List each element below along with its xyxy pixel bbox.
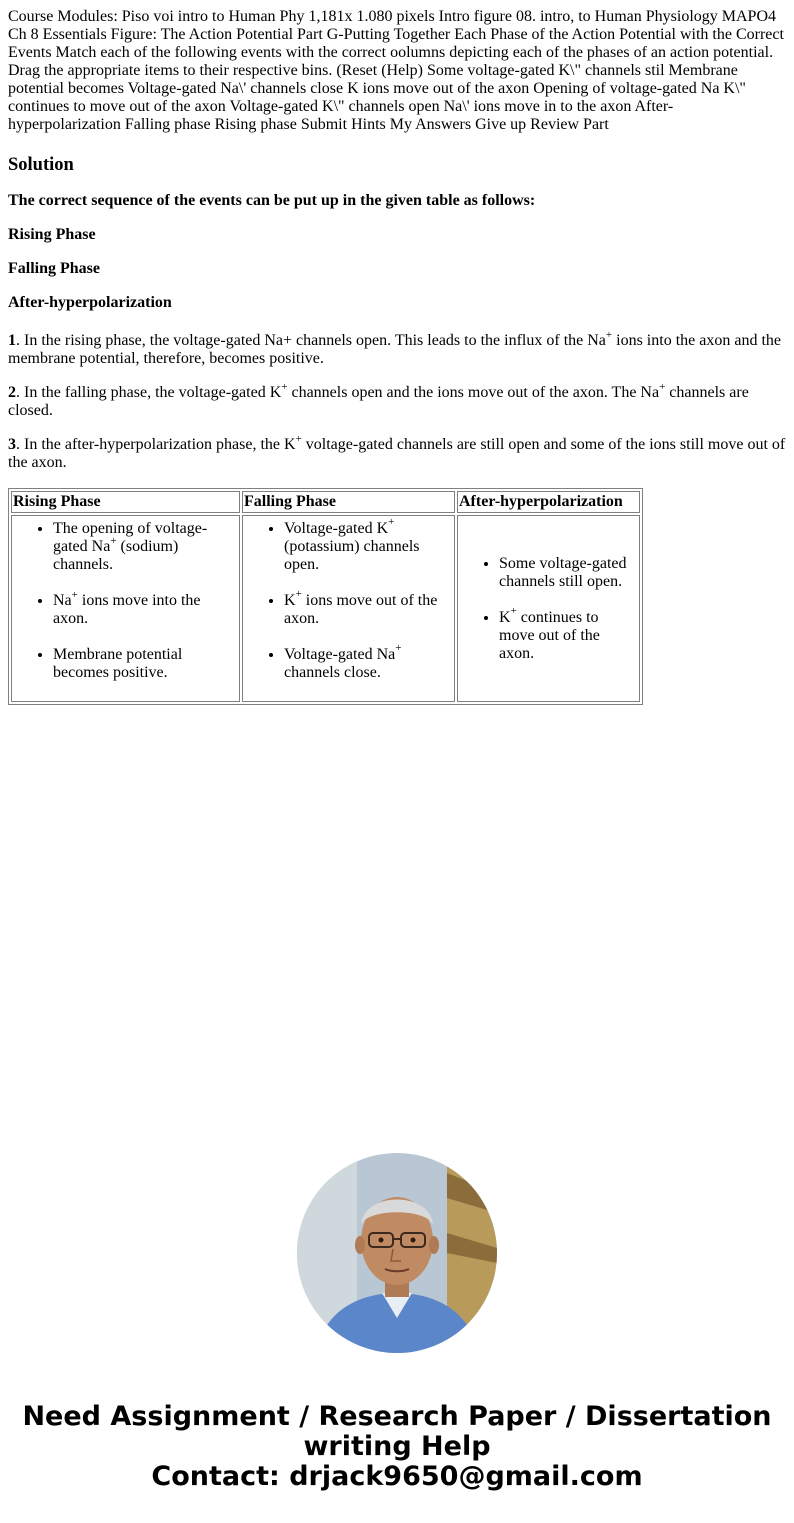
question-text: Course Modules: Piso voi intro to Human Phy 1,181x 1.080 pixels Intro figure 08. intro, to Human Physiology MAPO4 Ch 8 Essentials Figure: The Action Potential Part G-Putting Together Each Phase of the Action Potential with the Correct Events Match each of the following events with the correct oolumns depicting each of the phases of an action potential. Drag the appropriate items to their respective bins. (Reset (Help) Some voltage-gated K\" channels stil Membrane potential becomes Voltage-gated Na\' channels close K ions move out of the axon Opening of voltage-gated Na K\" continues to move out of the axon Voltage-gated K\" channels open Na\' ions move in to the axon After-hyperpolarization Falling phase Rising phase Submit Hints My Answers Give up Review Part <box>8 8 784 133</box>
superscript: + <box>388 516 395 529</box>
tutor-portrait-icon <box>297 1153 497 1353</box>
item-text: continues to move out of the axon. <box>499 608 600 662</box>
list-item <box>284 642 453 682</box>
promo-banner <box>0 1402 794 1492</box>
superscript: + <box>281 380 288 393</box>
superscript: + <box>659 380 666 393</box>
phases-table <box>8 488 643 705</box>
table-row <box>11 515 640 702</box>
item-text: Na <box>53 592 72 609</box>
step-number: 3 <box>8 436 16 453</box>
item-text: channels close. <box>284 663 381 681</box>
item-text: The opening of voltage-gated Na <box>53 520 208 555</box>
item-text: ions move out of the axon. <box>284 591 438 627</box>
solution-intro: The correct sequence of the events can be put up in the given table as follows: <box>8 192 536 209</box>
tutor-avatar <box>297 1153 497 1353</box>
superscript: + <box>110 534 117 547</box>
item-text: K <box>284 591 296 609</box>
list-item <box>53 588 238 628</box>
step-text: ions into the axon and the membrane potential, therefore, becomes positive. <box>8 332 781 367</box>
step-text: . In the after-hyperpolarization phase, the K <box>16 436 296 453</box>
table-header-row <box>11 491 640 513</box>
step-text: channels are closed. <box>8 384 749 419</box>
solution-heading: Solution <box>8 155 74 175</box>
after-list <box>459 555 638 663</box>
step-text: . In the rising phase, the voltage-gated Na+ channels open. This leads to the influx of the Na <box>16 332 606 349</box>
step-3 <box>8 432 786 472</box>
rising-cell <box>11 515 240 702</box>
superscript: + <box>295 588 302 601</box>
phase-label-rising: Rising Phase <box>8 226 96 243</box>
item-text: Voltage-gated Na <box>284 645 396 663</box>
solution-page <box>8 8 786 705</box>
item-text: (sodium) channels. <box>53 538 179 573</box>
superscript: + <box>605 328 613 341</box>
superscript: + <box>395 642 402 655</box>
after-cell <box>457 515 640 702</box>
item-text: K <box>499 608 511 626</box>
superscript: + <box>295 432 302 445</box>
list-item <box>53 520 238 574</box>
step-text: channels open and the ions move out of the axon. The Na <box>287 384 660 401</box>
step-text: voltage-gated channels are still open and some of the ions still move out of the axon. <box>8 436 786 471</box>
falling-list <box>244 516 453 698</box>
list-item <box>499 605 638 663</box>
table-header-after: After-hyperpolarization <box>457 491 640 513</box>
falling-cell <box>242 515 455 702</box>
item-text: (potassium) channels open. <box>284 537 420 573</box>
list-item: • Membrane potential becomes positive. <box>53 646 238 682</box>
step-number: 1 <box>8 332 16 349</box>
list-item <box>284 588 453 628</box>
list-item <box>284 516 453 574</box>
promo-line-2: Contact: drjack9650@gmail.com <box>151 1461 643 1492</box>
table-header-rising: Rising Phase <box>11 491 240 513</box>
superscript: + <box>71 588 78 601</box>
step-text: . In the falling phase, the voltage-gated K <box>16 384 282 401</box>
phase-label-after: After-hyperpolarization <box>8 294 172 311</box>
step-1 <box>8 328 786 368</box>
item-text: ions move into the axon. <box>53 592 201 627</box>
superscript: + <box>510 605 517 618</box>
list-item: • Some voltage-gated channels still open. <box>499 555 638 591</box>
rising-list <box>13 517 238 700</box>
table-header-falling: Falling Phase <box>242 491 455 513</box>
promo-line-1: Need Assignment / Research Paper / Dissertation writing Help <box>22 1401 772 1462</box>
phase-label-falling: Falling Phase <box>8 260 101 277</box>
item-text: Voltage-gated K <box>284 519 389 537</box>
step-2 <box>8 380 786 420</box>
step-number: 2 <box>8 384 16 401</box>
